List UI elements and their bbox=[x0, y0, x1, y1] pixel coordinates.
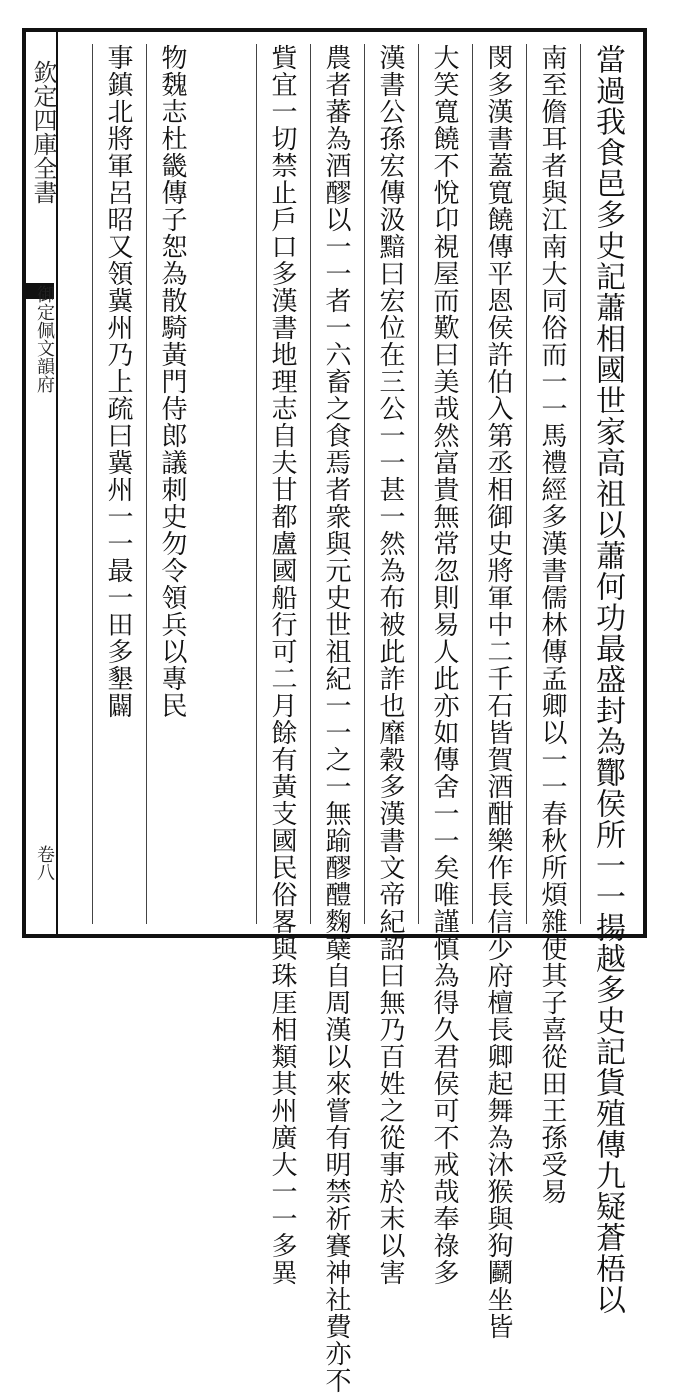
margin-section-title: 御定佩文韻府 bbox=[34, 285, 55, 393]
text-column-4: 大笑寬饒不悅卬視屋而歎曰美哉然富貴無常忽則易人此亦如傳舍一一矣唯謹慎為得久君侯可不戒哉奉祿多 bbox=[429, 44, 459, 1286]
text-column-3: 閔多漢書蓋寬饒傳平恩侯許伯入第丞相御史將軍中二千石皆賀酒酣樂作長信少府檀長卿起舞為沐猴與狗鬬坐皆 bbox=[483, 44, 513, 1340]
page-number: 卷八 bbox=[34, 845, 55, 881]
text-column-9: 事鎮北將軍呂昭又領冀州乃上疏曰冀州一一最一田多墾闢 bbox=[103, 44, 133, 719]
text-column-6: 農者蕃為酒醪以一一者一六畜之食焉者衆與元史世祖紀一一之一無踰醪醴麴蘖自周漢以來嘗有明禁祈賽神社費亦不 bbox=[321, 44, 351, 1394]
text-column-1: 當過我食邑多史記蕭相國世家高祖以蕭何功最盛封為酇侯所一一揚越多史記貨殖傳九疑蒼梧以 bbox=[590, 44, 625, 1315]
column-rule bbox=[256, 44, 257, 924]
column-rule bbox=[92, 44, 93, 924]
column-rule bbox=[580, 44, 581, 924]
column-rule bbox=[418, 44, 419, 924]
text-column-2: 南至儋耳者與江南大同俗而一一馬禮經多漢書儒林傳孟卿以一一春秋所煩雜使其子喜從田王孫受易 bbox=[537, 44, 567, 1205]
text-column-8: 物魏志杜畿傳子恕為散騎黃門侍郎議刺史勿令領兵以專民 bbox=[157, 44, 187, 719]
column-rule bbox=[364, 44, 365, 924]
column-rule bbox=[310, 44, 311, 924]
text-column-5: 漢書公孫宏傳汲黯曰宏位在三公一一甚一然為布被此詐也靡穀多漢書文帝紀詔曰無乃百姓之從事於末以害 bbox=[375, 44, 405, 1286]
margin-book-title: 欽定四庫全書 bbox=[29, 60, 57, 204]
text-column-7: 貲宜一切禁止戶口多漢書地理志自夫甘都盧國船行可二月餘有黃支國民俗畧與珠厓相類其州廣大一一多異 bbox=[267, 44, 297, 1286]
column-rule bbox=[472, 44, 473, 924]
column-rule bbox=[146, 44, 147, 924]
column-rule bbox=[526, 44, 527, 924]
